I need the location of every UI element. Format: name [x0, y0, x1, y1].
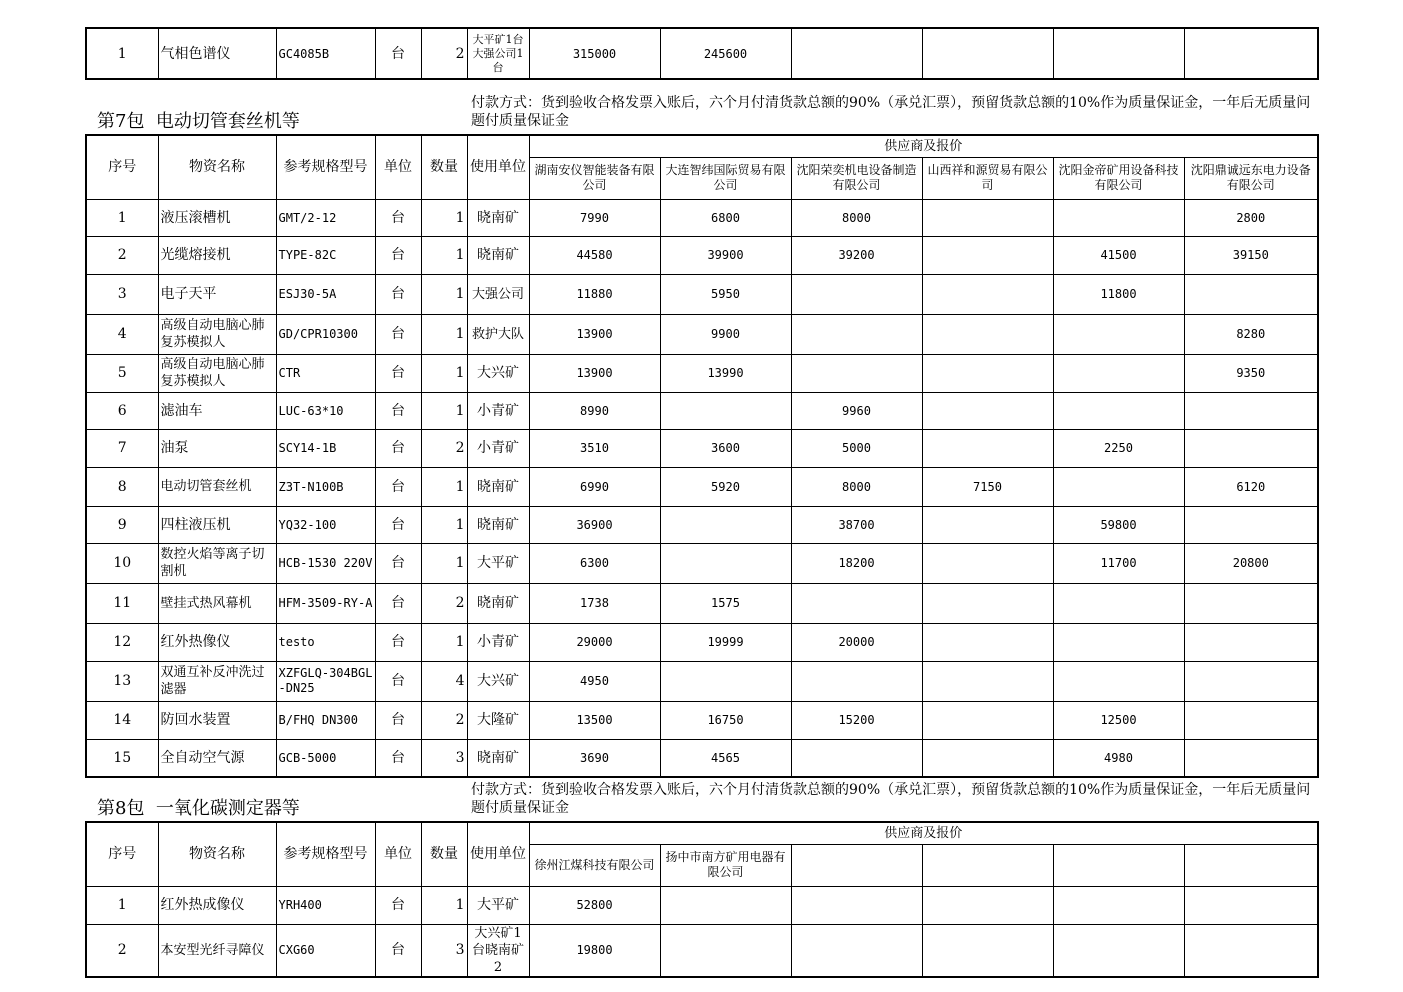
price-cell — [1053, 199, 1184, 236]
item-unit: 台 — [375, 583, 421, 623]
price-cell — [791, 583, 922, 623]
price-cell: 19800 — [529, 924, 660, 977]
item-user: 晓南矿 — [467, 583, 529, 623]
price-cell — [1184, 392, 1318, 429]
table-row — [86, 467, 1318, 506]
row-no: 6 — [86, 392, 158, 429]
price-cell — [922, 392, 1053, 429]
price-cell: 9900 — [660, 314, 791, 354]
item-unit: 台 — [375, 661, 421, 701]
row-no: 1 — [86, 28, 158, 79]
header-no: 序号 — [86, 822, 158, 886]
price-cell — [922, 739, 1053, 777]
row-no: 8 — [86, 467, 158, 506]
item-model: GC4085B — [276, 28, 375, 79]
price-cell — [1184, 701, 1318, 739]
price-cell — [922, 506, 1053, 543]
item-model: Z3T-N100B — [276, 467, 375, 506]
price-cell — [660, 506, 791, 543]
price-cell: 3510 — [529, 429, 660, 467]
price-cell — [922, 924, 1053, 977]
price-cell: 6800 — [660, 199, 791, 236]
header-unit: 单位 — [375, 822, 421, 886]
table-row — [86, 583, 1318, 623]
header-suppliers: 供应商及报价 — [529, 822, 1318, 844]
price-cell: 39150 — [1184, 236, 1318, 274]
price-cell: 13500 — [529, 701, 660, 739]
price-cell: 39200 — [791, 236, 922, 274]
item-name: 防回水装置 — [158, 701, 276, 739]
item-name: 壁挂式热风幕机 — [158, 583, 276, 623]
price-cell: 36900 — [529, 506, 660, 543]
price-cell — [1053, 314, 1184, 354]
item-qty: 4 — [421, 661, 467, 701]
supplier-name — [1184, 844, 1318, 886]
package-7-title — [97, 111, 300, 133]
item-user: 大兴矿 — [467, 661, 529, 701]
item-user: 大隆矿 — [467, 701, 529, 739]
item-model: HFM-3509-RY-A — [276, 583, 375, 623]
table-header-row — [86, 135, 1318, 157]
item-model: GD/CPR10300 — [276, 314, 375, 354]
package-7-table — [85, 134, 1319, 778]
item-user: 大平矿 — [467, 886, 529, 924]
price-cell — [922, 199, 1053, 236]
header-name: 物资名称 — [158, 135, 276, 199]
row-no: 4 — [86, 314, 158, 354]
item-unit: 台 — [375, 886, 421, 924]
table-row — [86, 739, 1318, 777]
row-no: 14 — [86, 701, 158, 739]
item-qty: 1 — [421, 623, 467, 661]
item-unit: 台 — [375, 28, 421, 79]
price-cell — [791, 354, 922, 392]
item-qty: 1 — [421, 467, 467, 506]
table-row — [86, 274, 1318, 314]
item-model: LUC-63*10 — [276, 392, 375, 429]
item-unit: 台 — [375, 354, 421, 392]
price-cell: 19999 — [660, 623, 791, 661]
price-cell: 16750 — [660, 701, 791, 739]
item-name: 红外热像仪 — [158, 623, 276, 661]
price-cell: 8000 — [791, 467, 922, 506]
row-no: 1 — [86, 886, 158, 924]
price-cell — [1053, 354, 1184, 392]
item-name: 高级自动电脑心肺复苏模拟人 — [158, 314, 276, 354]
row-no: 11 — [86, 583, 158, 623]
price-cell: 7150 — [922, 467, 1053, 506]
supplier-name — [1053, 844, 1184, 886]
item-unit: 台 — [375, 392, 421, 429]
price-cell — [922, 28, 1053, 79]
item-qty: 1 — [421, 199, 467, 236]
row-no: 9 — [86, 506, 158, 543]
item-user: 大兴矿1台晓南矿2 — [467, 924, 529, 977]
price-cell — [660, 543, 791, 583]
item-user: 晓南矿 — [467, 739, 529, 777]
price-cell — [922, 701, 1053, 739]
price-cell: 59800 — [1053, 506, 1184, 543]
row-no: 10 — [86, 543, 158, 583]
supplier-name: 沈阳鼎诚远东电力设备有限公司 — [1184, 157, 1318, 199]
item-model: GCB-5000 — [276, 739, 375, 777]
header-qty: 数量 — [421, 822, 467, 886]
supplier-name: 大连智纬国际贸易有限公司 — [660, 157, 791, 199]
header-qty: 数量 — [421, 135, 467, 199]
header-unit: 单位 — [375, 135, 421, 199]
price-cell: 2250 — [1053, 429, 1184, 467]
item-user: 晓南矿 — [467, 467, 529, 506]
price-cell: 15200 — [791, 701, 922, 739]
item-unit: 台 — [375, 701, 421, 739]
price-cell: 3600 — [660, 429, 791, 467]
table-row — [86, 236, 1318, 274]
item-name: 红外热成像仪 — [158, 886, 276, 924]
row-no: 3 — [86, 274, 158, 314]
table-row — [86, 314, 1318, 354]
price-cell — [1053, 623, 1184, 661]
package-8-title — [97, 798, 300, 820]
table-row — [86, 543, 1318, 583]
price-cell: 2800 — [1184, 199, 1318, 236]
item-model: ESJ30-5A — [276, 274, 375, 314]
price-cell: 44580 — [529, 236, 660, 274]
table-row — [86, 199, 1318, 236]
item-unit: 台 — [375, 506, 421, 543]
price-cell — [1053, 886, 1184, 924]
price-cell — [1184, 924, 1318, 977]
price-cell: 8990 — [529, 392, 660, 429]
supplier-name: 扬中市南方矿用电器有限公司 — [660, 844, 791, 886]
supplier-name: 湖南安仪智能装备有限公司 — [529, 157, 660, 199]
price-cell: 11700 — [1053, 543, 1184, 583]
item-user: 大强公司 — [467, 274, 529, 314]
item-name: 液压滚槽机 — [158, 199, 276, 236]
price-cell — [1184, 886, 1318, 924]
header-model: 参考规格型号 — [276, 822, 375, 886]
item-unit: 台 — [375, 543, 421, 583]
price-cell — [922, 429, 1053, 467]
price-cell — [1053, 392, 1184, 429]
item-model: YQ32-100 — [276, 506, 375, 543]
price-cell — [922, 274, 1053, 314]
item-name: 四柱液压机 — [158, 506, 276, 543]
header-user: 使用单位 — [467, 822, 529, 886]
item-name: 全自动空气源 — [158, 739, 276, 777]
item-qty: 1 — [421, 543, 467, 583]
price-cell: 4565 — [660, 739, 791, 777]
item-qty: 1 — [421, 506, 467, 543]
price-cell: 38700 — [791, 506, 922, 543]
price-cell: 5950 — [660, 274, 791, 314]
row-no: 5 — [86, 354, 158, 392]
package-7-payment-terms: 付款方式：货到验收合格发票入账后，六个月付清货款总额的90%（承兑汇票），预留货款总额的10%作为质量保证金，一年后无质量问题付质量保证金 — [471, 95, 1311, 129]
price-cell: 3690 — [529, 739, 660, 777]
top-continuation-table — [85, 27, 1319, 80]
item-user: 晓南矿 — [467, 236, 529, 274]
item-qty: 2 — [421, 28, 467, 79]
price-cell — [922, 236, 1053, 274]
header-model: 参考规格型号 — [276, 135, 375, 199]
item-user: 晓南矿 — [467, 506, 529, 543]
item-qty: 1 — [421, 236, 467, 274]
price-cell: 11800 — [1053, 274, 1184, 314]
price-cell: 52800 — [529, 886, 660, 924]
price-cell — [791, 886, 922, 924]
price-cell: 315000 — [529, 28, 660, 79]
header-name: 物资名称 — [158, 822, 276, 886]
price-cell — [1184, 506, 1318, 543]
item-unit: 台 — [375, 314, 421, 354]
table-row — [86, 506, 1318, 543]
price-cell — [922, 314, 1053, 354]
supplier-name — [922, 844, 1053, 886]
price-cell: 13900 — [529, 354, 660, 392]
price-cell: 9350 — [1184, 354, 1318, 392]
supplier-name — [791, 844, 922, 886]
item-name: 气相色谱仪 — [158, 28, 276, 79]
item-qty: 2 — [421, 583, 467, 623]
row-no: 7 — [86, 429, 158, 467]
price-cell — [1053, 28, 1184, 79]
item-model: SCY14-1B — [276, 429, 375, 467]
price-cell: 8280 — [1184, 314, 1318, 354]
price-cell: 29000 — [529, 623, 660, 661]
item-user: 大兴矿 — [467, 354, 529, 392]
item-user: 晓南矿 — [467, 199, 529, 236]
price-cell — [1184, 661, 1318, 701]
price-cell — [1184, 583, 1318, 623]
row-no: 12 — [86, 623, 158, 661]
price-cell — [791, 661, 922, 701]
price-cell — [660, 392, 791, 429]
supplier-name: 沈阳荣奕机电设备制造有限公司 — [791, 157, 922, 199]
price-cell: 1575 — [660, 583, 791, 623]
item-model: B/FHQ DN300 — [276, 701, 375, 739]
supplier-name: 徐州江煤科技有限公司 — [529, 844, 660, 886]
item-qty: 3 — [421, 924, 467, 977]
item-name: 本安型光纤寻障仪 — [158, 924, 276, 977]
price-cell — [922, 623, 1053, 661]
row-no: 2 — [86, 924, 158, 977]
price-cell — [1053, 661, 1184, 701]
item-name: 电子天平 — [158, 274, 276, 314]
price-cell — [922, 543, 1053, 583]
price-cell: 20800 — [1184, 543, 1318, 583]
price-cell — [1184, 623, 1318, 661]
table-row — [86, 661, 1318, 701]
price-cell: 7990 — [529, 199, 660, 236]
price-cell — [1184, 429, 1318, 467]
price-cell — [1053, 467, 1184, 506]
row-no: 1 — [86, 199, 158, 236]
price-cell — [1184, 739, 1318, 777]
row-no: 2 — [86, 236, 158, 274]
table-row — [86, 924, 1318, 977]
price-cell: 39900 — [660, 236, 791, 274]
table-row — [86, 28, 1318, 79]
package-title: 电动切管套丝机等 — [155, 111, 300, 132]
package-label: 第8包 — [97, 798, 145, 819]
item-qty: 3 — [421, 739, 467, 777]
item-model: XZFGLQ-304BGL-DN25 — [276, 661, 375, 701]
item-qty: 1 — [421, 354, 467, 392]
price-cell: 9960 — [791, 392, 922, 429]
item-user: 救护大队 — [467, 314, 529, 354]
table-row — [86, 429, 1318, 467]
item-unit: 台 — [375, 236, 421, 274]
row-no: 13 — [86, 661, 158, 701]
item-qty: 2 — [421, 701, 467, 739]
item-name: 光缆熔接机 — [158, 236, 276, 274]
item-qty: 1 — [421, 886, 467, 924]
table-row — [86, 392, 1318, 429]
price-cell — [791, 924, 922, 977]
item-unit: 台 — [375, 429, 421, 467]
header-user: 使用单位 — [467, 135, 529, 199]
price-cell: 5920 — [660, 467, 791, 506]
price-cell — [791, 314, 922, 354]
price-cell: 12500 — [1053, 701, 1184, 739]
item-name: 高级自动电脑心肺复苏模拟人 — [158, 354, 276, 392]
item-user: 小青矿 — [467, 392, 529, 429]
item-name: 电动切管套丝机 — [158, 467, 276, 506]
supplier-name: 沈阳金帝矿用设备科技有限公司 — [1053, 157, 1184, 199]
price-cell — [660, 886, 791, 924]
item-unit: 台 — [375, 924, 421, 977]
price-cell — [1053, 583, 1184, 623]
price-cell — [922, 886, 1053, 924]
table-row — [86, 623, 1318, 661]
price-cell: 4980 — [1053, 739, 1184, 777]
item-name: 油泵 — [158, 429, 276, 467]
price-cell: 11880 — [529, 274, 660, 314]
item-user: 小青矿 — [467, 429, 529, 467]
item-qty: 1 — [421, 274, 467, 314]
item-name: 滤油车 — [158, 392, 276, 429]
item-unit: 台 — [375, 739, 421, 777]
row-no: 15 — [86, 739, 158, 777]
item-qty: 1 — [421, 314, 467, 354]
table-row — [86, 354, 1318, 392]
item-qty: 2 — [421, 429, 467, 467]
item-qty: 1 — [421, 392, 467, 429]
price-cell — [1053, 924, 1184, 977]
price-cell: 1738 — [529, 583, 660, 623]
price-cell — [922, 661, 1053, 701]
package-title: 一氧化碳测定器等 — [155, 798, 300, 819]
price-cell: 20000 — [791, 623, 922, 661]
item-unit: 台 — [375, 467, 421, 506]
item-model: CTR — [276, 354, 375, 392]
item-model: GMT/2-12 — [276, 199, 375, 236]
item-model: CXG60 — [276, 924, 375, 977]
item-unit: 台 — [375, 199, 421, 236]
package-8-payment-terms: 付款方式：货到验收合格发票入账后，六个月付清货款总额的90%（承兑汇票），预留货款总额的10%作为质量保证金，一年后无质量问题付质量保证金 — [471, 782, 1311, 816]
item-user: 大平矿 — [467, 543, 529, 583]
header-no: 序号 — [86, 135, 158, 199]
item-user: 小青矿 — [467, 623, 529, 661]
price-cell — [791, 739, 922, 777]
package-8-table — [85, 821, 1319, 978]
price-cell: 41500 — [1053, 236, 1184, 274]
table-row — [86, 701, 1318, 739]
item-model: testo — [276, 623, 375, 661]
header-suppliers: 供应商及报价 — [529, 135, 1318, 157]
item-model: HCB-1530 220V — [276, 543, 375, 583]
price-cell — [922, 583, 1053, 623]
price-cell — [1184, 274, 1318, 314]
price-cell — [660, 661, 791, 701]
item-model: YRH400 — [276, 886, 375, 924]
item-name: 数控火焰等离子切割机 — [158, 543, 276, 583]
price-cell: 6120 — [1184, 467, 1318, 506]
price-cell: 5000 — [791, 429, 922, 467]
price-cell: 18200 — [791, 543, 922, 583]
item-model: TYPE-82C — [276, 236, 375, 274]
price-cell — [660, 924, 791, 977]
package-label: 第7包 — [97, 111, 145, 132]
supplier-name: 山西祥和源贸易有限公司 — [922, 157, 1053, 199]
price-cell — [1184, 28, 1318, 79]
table-header-row — [86, 822, 1318, 844]
item-name: 双通互补反冲洗过滤器 — [158, 661, 276, 701]
price-cell — [791, 274, 922, 314]
price-cell: 4950 — [529, 661, 660, 701]
item-unit: 台 — [375, 623, 421, 661]
table-row — [86, 886, 1318, 924]
price-cell — [791, 28, 922, 79]
price-cell: 245600 — [660, 28, 791, 79]
price-cell: 6990 — [529, 467, 660, 506]
price-cell: 13990 — [660, 354, 791, 392]
item-unit: 台 — [375, 274, 421, 314]
item-user: 大平矿1台大强公司1台 — [467, 28, 529, 79]
price-cell — [922, 354, 1053, 392]
price-cell: 6300 — [529, 543, 660, 583]
price-cell: 13900 — [529, 314, 660, 354]
price-cell: 8000 — [791, 199, 922, 236]
